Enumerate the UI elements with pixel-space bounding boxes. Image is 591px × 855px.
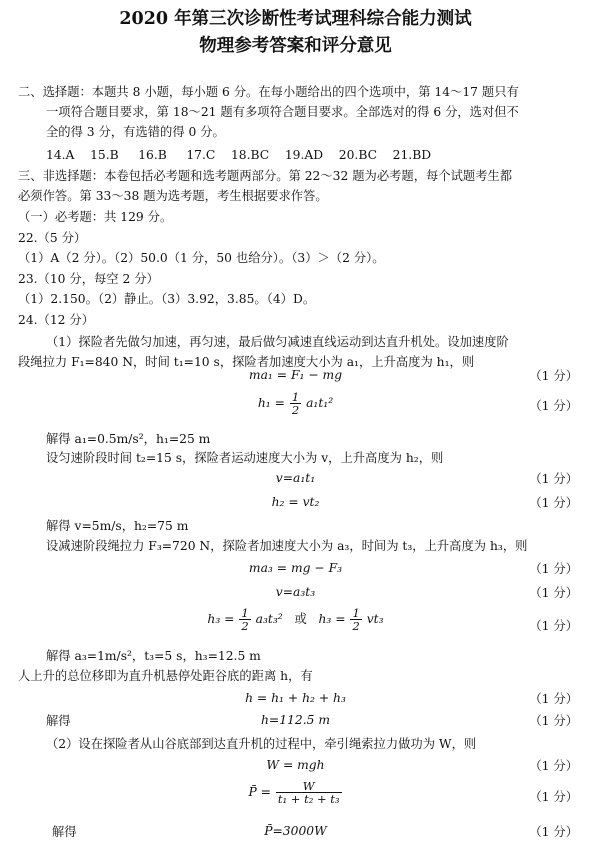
q24-heading: 24.（12 分）: [18, 313, 95, 327]
q24-p5: （2）设在探险者从山谷底部到达直升机的过程中，牵引绳索拉力做功为 W，则: [46, 737, 477, 751]
q24-eq10-points: （1 分）: [529, 759, 578, 773]
q24-eq3-points: （1 分）: [529, 472, 578, 486]
answer-21: 21.BD: [392, 148, 432, 162]
section2-answers: [46, 147, 431, 163]
q24-solution2: 解得 v=5m/s，h₂=75 m: [46, 519, 189, 533]
fraction-half: $\frac{1}{2}$: [291, 390, 300, 417]
section3-required: （一）必考题：共 129 分。: [18, 210, 173, 224]
q24-solution4-label: 解得: [46, 714, 71, 728]
q24-p2: 设匀速阶段时间 t₂=15 s，探险者运动速度大小为 v，上升高度为 h₂，则: [46, 451, 444, 465]
q24-eq2-points: （1 分）: [529, 399, 578, 413]
fraction-power: $\frac{W}{\text{t₁ + t₂ + t₃}}$: [277, 779, 340, 806]
fraction-half: $\frac{1}{2}$: [352, 606, 360, 633]
answer-18: 18.BC: [230, 148, 270, 162]
page-title: 2020 年第三次诊断性考试理科综合能力测试: [119, 9, 472, 29]
answer-15: 15.B: [90, 148, 119, 162]
answer-20: 20.BC: [338, 148, 378, 162]
q24-p1-line1: （1）探险者先做匀加速，再匀速，最后做匀减速直线运动到达直升机处。设加速度阶: [46, 335, 509, 349]
q23-heading: 23.（10 分，每空 2 分）: [18, 272, 159, 286]
q24-eq11-points: （1 分）: [529, 790, 578, 804]
section3-line1: 三、非选择题：本卷包括必考题和选考题两部分。第 22～32 题为必考题，每个试题考生都: [18, 169, 513, 183]
q24-eq8: h = h₁ + h₂ + h₃: [245, 691, 346, 705]
q24-p3: 设减速阶段绳拉力 F₃=720 N，探险者加速度大小为 a₃，时间为 t₃，上升高度为 h₃，则: [46, 539, 528, 553]
section3-line2: 必须作答。第 33～38 题为选考题，考生根据要求作答。: [18, 189, 328, 203]
q24-eq5: ma₃ = mg − F₃: [248, 561, 343, 575]
q24-eq4-points: （1 分）: [529, 496, 578, 510]
q24-p1-line2: 段绳拉力 F₁=840 N，时间 t₁=10 s，探险者加速度大小为 a₁，上升高度为 h₁，则: [18, 355, 475, 369]
section2-line3: 全的得 3 分，有选错的得 0 分。: [46, 125, 225, 139]
answer-19: 19.AD: [284, 148, 324, 162]
q24-eq9-points: （1 分）: [529, 714, 578, 728]
q24-eq5-points: （1 分）: [529, 562, 578, 576]
q22-heading: 22.（5 分）: [18, 231, 87, 245]
section2-line1: 二、选择题：本题共 8 小题，每小题 6 分。在每小题给出的四个选项中，第 14～17 题只有: [18, 85, 519, 99]
q24-eq12-points: （1 分）: [529, 825, 578, 839]
q24-solution5-label: 解得: [52, 825, 77, 839]
q24-eq11: P̄ = $\frac{W}{\text{t₁ + t₂ + t₃}}$: [248, 779, 340, 806]
q24-eq12: P̄=3000W: [264, 824, 327, 838]
q24-eq3: v=a₁t₁: [275, 471, 316, 485]
section2-line2: 一项符合题目要求，第 18～21 题有多项符合题目要求。全部选对的得 6 分，选对但不: [46, 105, 519, 119]
q24-eq7: h₃ = $\frac{1}{2}$ a₃t₃² 或 h₃ = $\frac{1}{2}$ vt₃: [207, 606, 384, 633]
q22-answer: （1）A（2 分）。（2）50.0（1 分，50 也给分）。（3）＞（2 分）。: [18, 251, 385, 265]
answer-17: 17.C: [186, 148, 216, 162]
page-subtitle: 物理参考答案和评分意见: [199, 36, 392, 56]
q24-eq10: W = mgh: [266, 758, 325, 772]
q24-p4: 人上升的总位移即为直升机悬停处距谷底的距离 h，有: [18, 669, 313, 683]
q24-solution3: 解得 a₃=1m/s²，t₃=5 s，h₃=12.5 m: [46, 649, 261, 663]
q24-eq6: v=a₃t₃: [275, 585, 316, 599]
q24-eq1-points: （1 分）: [529, 369, 578, 383]
q23-answer: （1）2.150。（2）静止。（3）3.92，3.85。（4）D。: [18, 292, 316, 306]
q24-eq8-points: （1 分）: [529, 692, 578, 706]
q24-eq1: ma₁ = F₁ − mg: [248, 368, 343, 382]
q24-eq9: h=112.5 m: [261, 713, 330, 727]
q24-eq4: h₂ = vt₂: [271, 495, 320, 509]
q24-eq6-points: （1 分）: [529, 586, 578, 600]
q24-solution1: 解得 a₁=0.5m/s²，h₁=25 m: [46, 432, 211, 446]
q24-eq2: h₁ = $\frac{1}{2}$ a₁t₁²: [257, 390, 334, 417]
fraction-half: $\frac{1}{2}$: [241, 606, 249, 633]
q24-eq7-points: （1 分）: [529, 619, 578, 633]
answer-16: 16.B: [138, 148, 167, 162]
answer-14: 14.A: [46, 148, 75, 162]
